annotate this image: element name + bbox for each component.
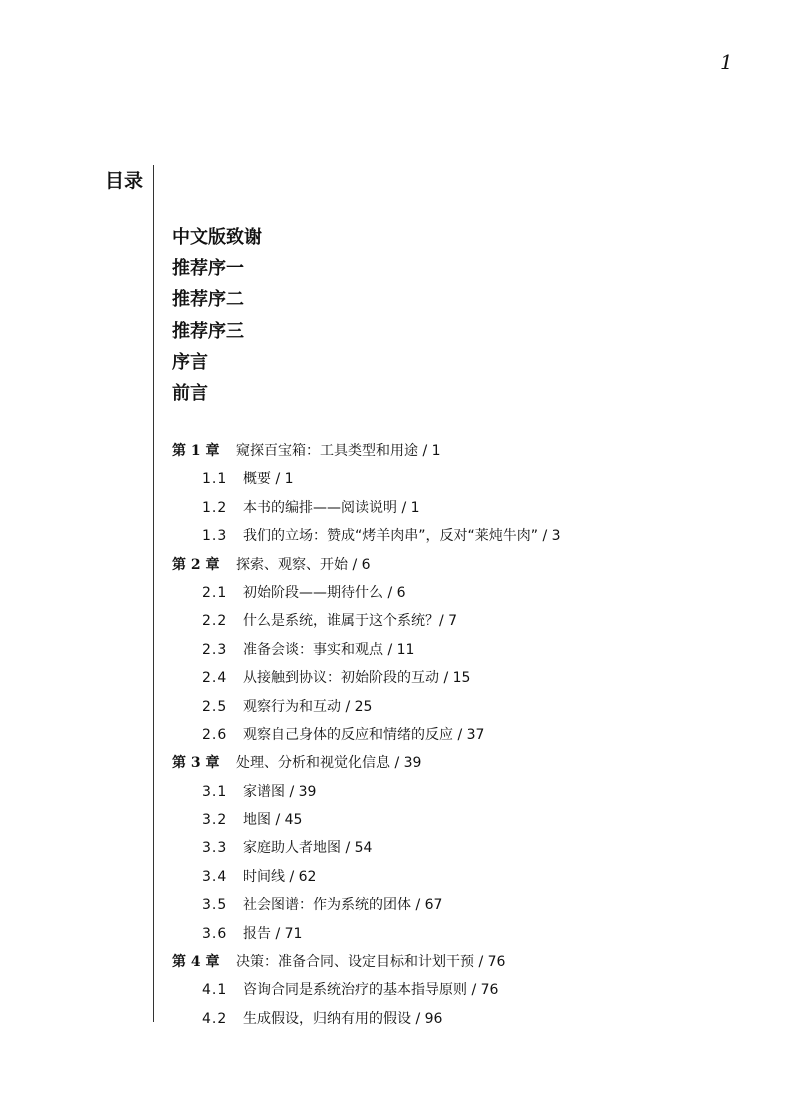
entry-title: 窥探百宝箱：工具类型和用途 / 1 [236,443,441,459]
entry-number: 第 4 章 [172,954,220,971]
front-matter-item[interactable]: 中文版致谢 [172,227,262,248]
toc-section[interactable] [172,465,561,493]
entry-number: 4.1 [202,982,228,999]
entry-number: 2.5 [202,698,228,715]
entry-title: 探索、观察、开始 / 6 [236,556,371,573]
entry-title: 咨询合同是系统治疗的基本指导原则 / 76 [243,982,499,999]
toc-section[interactable] [172,976,561,1004]
entry-title: 初始阶段——期待什么 / 6 [243,584,406,601]
front-matter-item[interactable]: 推荐序二 [172,289,244,311]
front-matter-item[interactable]: 推荐序三 [172,320,244,342]
front-matter-item[interactable]: 前言 [172,382,208,404]
entry-title: 什么是系统，谁属于这个系统？/ 7 [243,613,458,630]
entry-title: 准备会谈：事实和观点 / 11 [243,641,415,658]
entry-number: 3.1 [202,783,228,800]
entry-title: 家谱图 / 39 [243,783,317,800]
page-title: 目录 [105,170,144,192]
toc-chapter[interactable] [172,749,561,777]
toc-chapter[interactable] [172,948,561,976]
entry-number: 3.2 [202,812,228,829]
entry-number: 3.5 [202,897,228,914]
entry-title: 时间线 / 62 [243,868,317,885]
entry-title: 本书的编排——阅读说明 / 1 [243,499,420,516]
toc-section[interactable] [172,891,561,919]
entry-title: 概要 / 1 [243,471,294,488]
entry-number: 4.2 [202,1010,228,1027]
entry-number: 3.6 [202,925,228,942]
entry-number: 第 1 章 [172,443,220,459]
entry-number: 第 2 章 [172,556,220,573]
entry-title: 地图 / 45 [243,812,303,829]
entry-number: 2.3 [202,641,228,658]
entry-number: 2.6 [202,726,228,743]
toc-chapter[interactable] [172,437,561,465]
toc-section[interactable] [172,522,561,550]
toc-chapter[interactable] [172,551,561,579]
entry-title: 处理、分析和视觉化信息 / 39 [236,755,422,772]
entry-number: 1.1 [202,471,228,488]
toc-section[interactable] [172,778,561,806]
toc-section[interactable] [172,834,561,862]
entry-number: 2.1 [202,584,228,601]
entry-number: 1.2 [202,499,228,516]
entry-number: 3.3 [202,840,228,857]
entry-title: 观察自己身体的反应和情绪的反应 / 37 [243,726,485,743]
toc-section[interactable] [172,863,561,891]
entry-number: 第 3 章 [172,755,220,772]
toc-section[interactable] [172,693,561,721]
entry-title: 报告 / 71 [243,925,303,942]
toc-section[interactable] [172,721,561,749]
front-matter-list [172,222,262,409]
entry-title: 从接触到协议：初始阶段的互动 / 15 [243,670,471,687]
vertical-rule [153,165,154,1022]
toc-section[interactable] [172,1005,561,1033]
entry-title: 社会图谱：作为系统的团体 / 67 [243,897,443,914]
front-matter-item[interactable]: 推荐序一 [172,258,244,280]
toc-section[interactable] [172,636,561,664]
toc-section[interactable] [172,607,561,635]
entry-title: 我们的立场：赞成“烤羊肉串”，反对“莱炖牛肉” / 3 [243,528,561,545]
toc-section[interactable] [172,579,561,607]
entry-title: 生成假设，归纳有用的假设 / 96 [243,1010,443,1027]
entry-title: 家庭助人者地图 / 54 [243,840,373,857]
front-matter-item[interactable]: 序言 [172,351,208,373]
entry-number: 2.2 [202,613,228,630]
entry-title: 观察行为和互动 / 25 [243,698,373,715]
toc-section[interactable] [172,664,561,692]
entry-number: 3.4 [202,868,228,885]
entry-number: 1.3 [202,528,228,545]
entry-title: 决策：准备合同、设定目标和计划干预 / 76 [236,954,506,971]
entry-number: 2.4 [202,670,228,687]
toc-section[interactable] [172,806,561,834]
toc-section[interactable] [172,920,561,948]
toc-section[interactable] [172,494,561,522]
page-number: 1 [720,50,733,74]
toc-list [172,437,561,1033]
